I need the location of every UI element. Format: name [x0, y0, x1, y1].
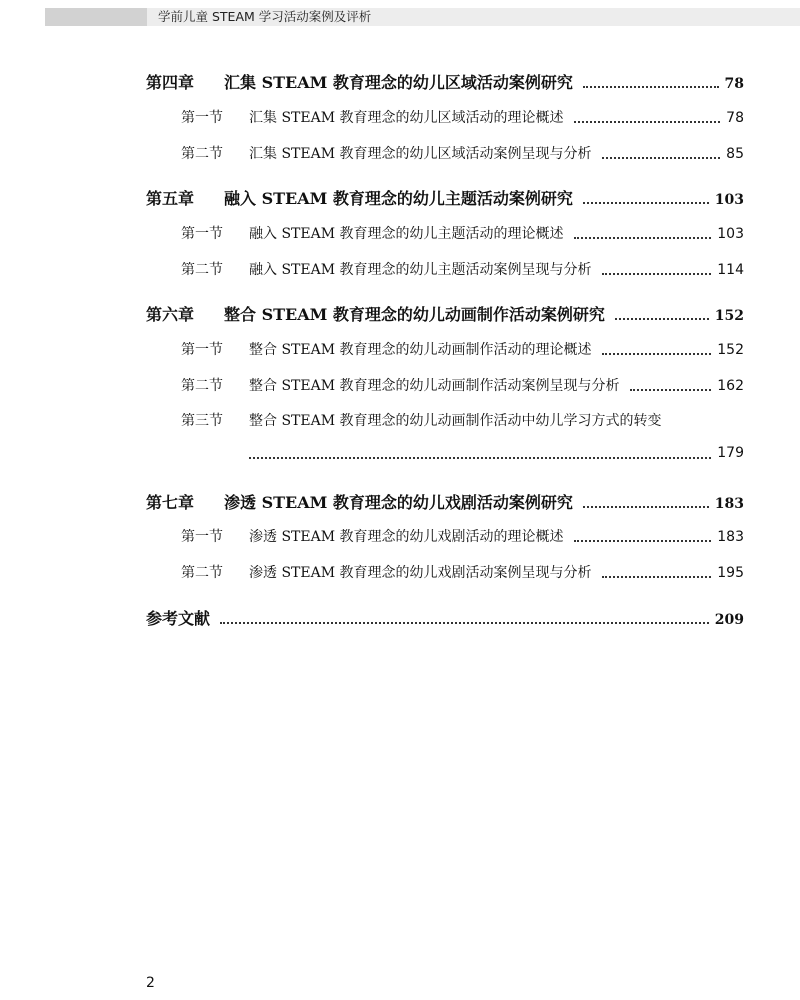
section-label: 第一节 — [181, 110, 223, 126]
toc-section-4-2[interactable] — [181, 143, 744, 163]
running-header-title: 学前儿童 STEAM 学习活动案例及评析 — [158, 9, 372, 24]
references-title: 参考文献 — [146, 609, 211, 628]
section-title: 整合 STEAM 教育理念的幼儿动画制作活动的理论概述 — [249, 342, 592, 358]
toc-section-6-2[interactable] — [181, 375, 744, 395]
section-label: 第一节 — [181, 342, 223, 358]
chapter-page: 103 — [714, 192, 744, 208]
section-page: 179 — [717, 445, 744, 461]
chapter-page: 78 — [724, 76, 744, 92]
toc-chapter-7[interactable] — [146, 490, 744, 513]
section-title: 汇集 STEAM 教育理念的幼儿区域活动案例呈现与分析 — [249, 146, 592, 162]
section-label: 第一节 — [181, 226, 223, 242]
running-header-block — [45, 8, 147, 26]
chapter-label: 第六章 — [146, 305, 195, 324]
toc-references[interactable] — [146, 606, 744, 629]
toc-chapter-4[interactable] — [146, 70, 744, 93]
section-label: 第二节 — [181, 378, 223, 394]
dot-leader — [602, 273, 712, 275]
section-page: 114 — [717, 262, 744, 278]
section-title: 整合 STEAM 教育理念的幼儿动画制作活动案例呈现与分析 — [249, 378, 620, 394]
toc-section-7-1[interactable] — [181, 526, 744, 546]
toc-section-6-3[interactable] — [181, 410, 744, 430]
section-page: 183 — [717, 529, 744, 545]
section-page: 103 — [717, 226, 744, 242]
section-title: 整合 STEAM 教育理念的幼儿动画制作活动中幼儿学习方式的转变 — [249, 413, 662, 429]
dot-leader — [602, 576, 712, 578]
toc-section-5-1[interactable] — [181, 223, 744, 243]
dot-leader — [630, 389, 712, 391]
toc-section-7-2[interactable] — [181, 562, 744, 582]
section-label: 第二节 — [181, 565, 223, 581]
section-label: 第三节 — [181, 413, 223, 429]
section-label: 第一节 — [181, 529, 223, 545]
dot-leader — [574, 540, 712, 542]
toc-chapter-5[interactable] — [146, 186, 744, 209]
toc-chapter-6[interactable] — [146, 302, 744, 325]
dot-leader — [220, 622, 709, 624]
section-title: 融入 STEAM 教育理念的幼儿主题活动的理论概述 — [249, 226, 564, 242]
chapter-title: 渗透 STEAM 教育理念的幼儿戏剧活动案例研究 — [224, 493, 573, 512]
dot-leader — [249, 457, 711, 459]
section-title: 渗透 STEAM 教育理念的幼儿戏剧活动的理论概述 — [249, 529, 564, 545]
dot-leader — [583, 86, 719, 88]
chapter-label: 第四章 — [146, 73, 195, 92]
dot-leader — [602, 157, 721, 159]
chapter-page: 152 — [714, 308, 744, 324]
chapter-title: 汇集 STEAM 教育理念的幼儿区域活动案例研究 — [224, 73, 573, 92]
section-label: 第二节 — [181, 262, 223, 278]
section-title: 渗透 STEAM 教育理念的幼儿戏剧活动案例呈现与分析 — [249, 565, 592, 581]
chapter-title: 融入 STEAM 教育理念的幼儿主题活动案例研究 — [224, 189, 573, 208]
toc-section-6-3-continuation[interactable] — [249, 445, 744, 461]
section-page: 195 — [717, 565, 744, 581]
section-title: 融入 STEAM 教育理念的幼儿主题活动案例呈现与分析 — [249, 262, 592, 278]
dot-leader — [602, 353, 712, 355]
chapter-title: 整合 STEAM 教育理念的幼儿动画制作活动案例研究 — [224, 305, 605, 324]
section-page: 78 — [726, 110, 744, 126]
chapter-label: 第五章 — [146, 189, 195, 208]
chapter-label: 第七章 — [146, 493, 195, 512]
dot-leader — [583, 202, 709, 204]
dot-leader — [574, 121, 721, 123]
section-page: 85 — [726, 146, 744, 162]
section-title: 汇集 STEAM 教育理念的幼儿区域活动的理论概述 — [249, 110, 564, 126]
toc-section-4-1[interactable] — [181, 107, 744, 127]
toc-section-6-1[interactable] — [181, 339, 744, 359]
dot-leader — [583, 506, 709, 508]
chapter-page: 183 — [714, 496, 744, 512]
section-label: 第二节 — [181, 146, 223, 162]
section-page: 152 — [717, 342, 744, 358]
page-number: 2 — [146, 975, 155, 991]
references-page: 209 — [714, 612, 744, 628]
toc-section-5-2[interactable] — [181, 259, 744, 279]
section-page: 162 — [717, 378, 744, 394]
dot-leader — [574, 237, 712, 239]
dot-leader — [615, 318, 709, 320]
